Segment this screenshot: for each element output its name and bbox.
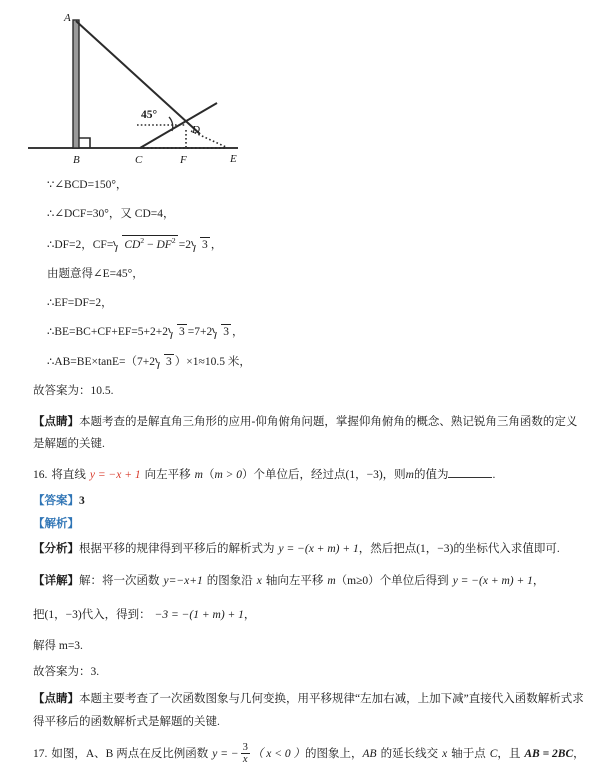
- variable-x: x: [256, 574, 262, 587]
- sqrt-radicand: 3: [223, 326, 229, 339]
- point-C: C: [489, 748, 498, 761]
- answer-blank[interactable]: [448, 468, 492, 479]
- original-formula: y=−x+1: [163, 574, 203, 587]
- question-16-fenxi: [0, 539, 603, 559]
- sqrt-radicand: 3: [179, 326, 185, 339]
- line-text: ∴BE=BC+CF+EF=5+2+2: [47, 326, 169, 339]
- fraction-denominator: x: [241, 753, 250, 765]
- line-text: ，: [210, 239, 223, 252]
- xiangjie-text: 轴向左平移: [265, 574, 324, 587]
- fraction-numerator: 3: [242, 742, 248, 754]
- segment-AB: AB: [362, 748, 377, 761]
- variable-m: m: [327, 574, 336, 587]
- dianjing-tag: 【点睛】: [33, 415, 79, 428]
- xiangjie-text: 解：将一次函数: [79, 574, 160, 587]
- question-16-stem: [0, 465, 603, 485]
- point-label-F: F: [180, 154, 187, 166]
- final-answer-text: 故答案为：3.: [33, 666, 100, 679]
- sqrt-3: [213, 324, 231, 340]
- solution-line-e45: [0, 267, 603, 282]
- answer-tag: 【答案】: [33, 494, 79, 507]
- right-angle-marker: [79, 138, 90, 148]
- point-label-D: D: [192, 124, 200, 136]
- line-text: 由题意得∠E=45°，: [47, 267, 144, 280]
- question-16-answer: [0, 491, 603, 511]
- stem-text: （: [202, 469, 215, 482]
- translated-formula: y = −(x + m) + 1: [278, 542, 359, 555]
- point-label-C: C: [135, 154, 143, 166]
- question-16-substitute: [0, 605, 603, 625]
- sqrt-3: [169, 324, 187, 340]
- question-17-stem: [0, 743, 603, 766]
- dianjing-tag: 【点睛】: [33, 693, 79, 706]
- stem-text: ，且: [497, 748, 521, 761]
- stem-text: 的值为: [413, 469, 449, 482]
- geometry-figure: [0, 0, 603, 172]
- angle-label-45: 45°: [141, 109, 158, 121]
- substitute-formula: −3 = −(1 + m) + 1: [154, 609, 244, 622]
- xiangjie-text: 个单位后得到: [379, 574, 449, 587]
- analysis-tag: 【解析】: [33, 517, 79, 530]
- question-16-analysis-tag: [0, 514, 603, 534]
- condition-text: （m≥0）: [335, 574, 380, 587]
- line-text: ∵∠BCD=150°，: [47, 179, 128, 191]
- dianjing-text: 本题主要考查了一次函数图象与几何变换，用平移规律“左加右减，上加下减”直接代入函数解析式求得平移后的函数解析式是解题的关键.: [33, 693, 584, 728]
- line-text: =2: [178, 239, 191, 252]
- stem-text: 如图，A、B 两点在反比例函数: [51, 748, 209, 761]
- question-16-solve: [0, 636, 603, 656]
- xiangjie-tag: 【详解】: [33, 574, 79, 587]
- fenxi-text: ，然后把点(1，−3)的坐标代入求值即可.: [358, 542, 560, 555]
- xiangjie-text: 的图象沿: [206, 574, 253, 587]
- line-text: 故答案为：10.5.: [33, 384, 114, 397]
- stem-text: 的延长线交: [380, 748, 439, 761]
- sqrt-expression: $CD^2 - DF^2$: [114, 235, 177, 253]
- substitute-text: ，: [243, 609, 256, 622]
- line-text: ，: [232, 326, 244, 339]
- solution-line-ab: [0, 354, 603, 370]
- solution-line-df-cf: [0, 235, 603, 253]
- question-16-xiangjie: [0, 571, 603, 591]
- solution-line-bcd: [0, 178, 603, 193]
- dianjing-text: 本题考查的是解直角三角形的应用-仰角俯角问题，掌握仰角俯角的概念、熟记锐角三角函数的定义是解题的关键.: [33, 415, 578, 450]
- stem-text: 个单位后，经过点(1，−3)，则: [253, 469, 406, 482]
- sqrt-radicand: 3: [201, 239, 208, 252]
- solve-text: 解得 m=3.: [33, 640, 83, 653]
- question-number: 17.: [33, 748, 48, 761]
- variable-m: m: [405, 469, 414, 482]
- condition-expression: m > 0: [214, 469, 243, 482]
- sqrt-3: [156, 354, 174, 370]
- fraction-3-over-x: [241, 742, 250, 765]
- answer-value: 3: [79, 494, 85, 507]
- stem-text: ，: [573, 748, 585, 761]
- variable-x: x: [442, 748, 448, 761]
- stem-text: .: [492, 469, 496, 482]
- variable-m: m: [194, 469, 203, 482]
- stem-text: 向左平移: [144, 469, 191, 482]
- question-number: 16.: [33, 469, 48, 482]
- stem-text: 的图象上，: [305, 748, 363, 761]
- line-text: ∴EF=DF=2，: [47, 296, 113, 309]
- relation-AB-2BC: AB = 2BC: [524, 748, 574, 761]
- stem-text: ）: [242, 469, 254, 482]
- linear-function-formula: y = −x + 1: [89, 469, 141, 482]
- point-label-B: B: [73, 154, 80, 166]
- point-label-A: A: [64, 12, 71, 24]
- line-text: ）×1≈10.5 米，: [174, 356, 251, 369]
- solution-line-be: [0, 324, 603, 340]
- sqrt-3: [192, 237, 210, 253]
- solution-line-dcf: [0, 207, 603, 222]
- line-text: ∴DF=2，CF=: [47, 239, 114, 252]
- xiangjie-text: ，: [532, 574, 545, 587]
- solution-body: [0, 172, 603, 766]
- substitute-text: 把(1，−3)代入，得到：: [33, 609, 151, 622]
- line-text: =7+2: [187, 326, 213, 339]
- dianjing-block-1: [0, 411, 603, 456]
- segment-AD: [76, 21, 200, 134]
- result-formula: y = −(x + m) + 1: [452, 574, 533, 587]
- question-16-dianjing: [0, 688, 603, 733]
- inverse-function-formula: y = −: [212, 748, 239, 761]
- line-text: ∴AB=BE×tanE=（7+2: [47, 356, 156, 369]
- stem-text: 将直线: [51, 469, 86, 482]
- point-label-E: E: [230, 153, 237, 165]
- domain-condition: （ x < 0 ）: [251, 748, 306, 761]
- stem-text: 轴于点: [451, 748, 486, 761]
- solution-line-ef-df: [0, 296, 603, 311]
- pole-AB: [73, 20, 79, 148]
- solution-line-answer: [0, 384, 603, 399]
- question-16-final-answer: [0, 662, 603, 682]
- sqrt-radicand: 3: [166, 356, 172, 369]
- fenxi-tag: 【分析】: [33, 542, 79, 555]
- line-text: ∴∠DCF=30°，又 CD=4，: [47, 207, 175, 220]
- fenxi-text: 根据平移的规律得到平移后的解析式为: [79, 542, 275, 555]
